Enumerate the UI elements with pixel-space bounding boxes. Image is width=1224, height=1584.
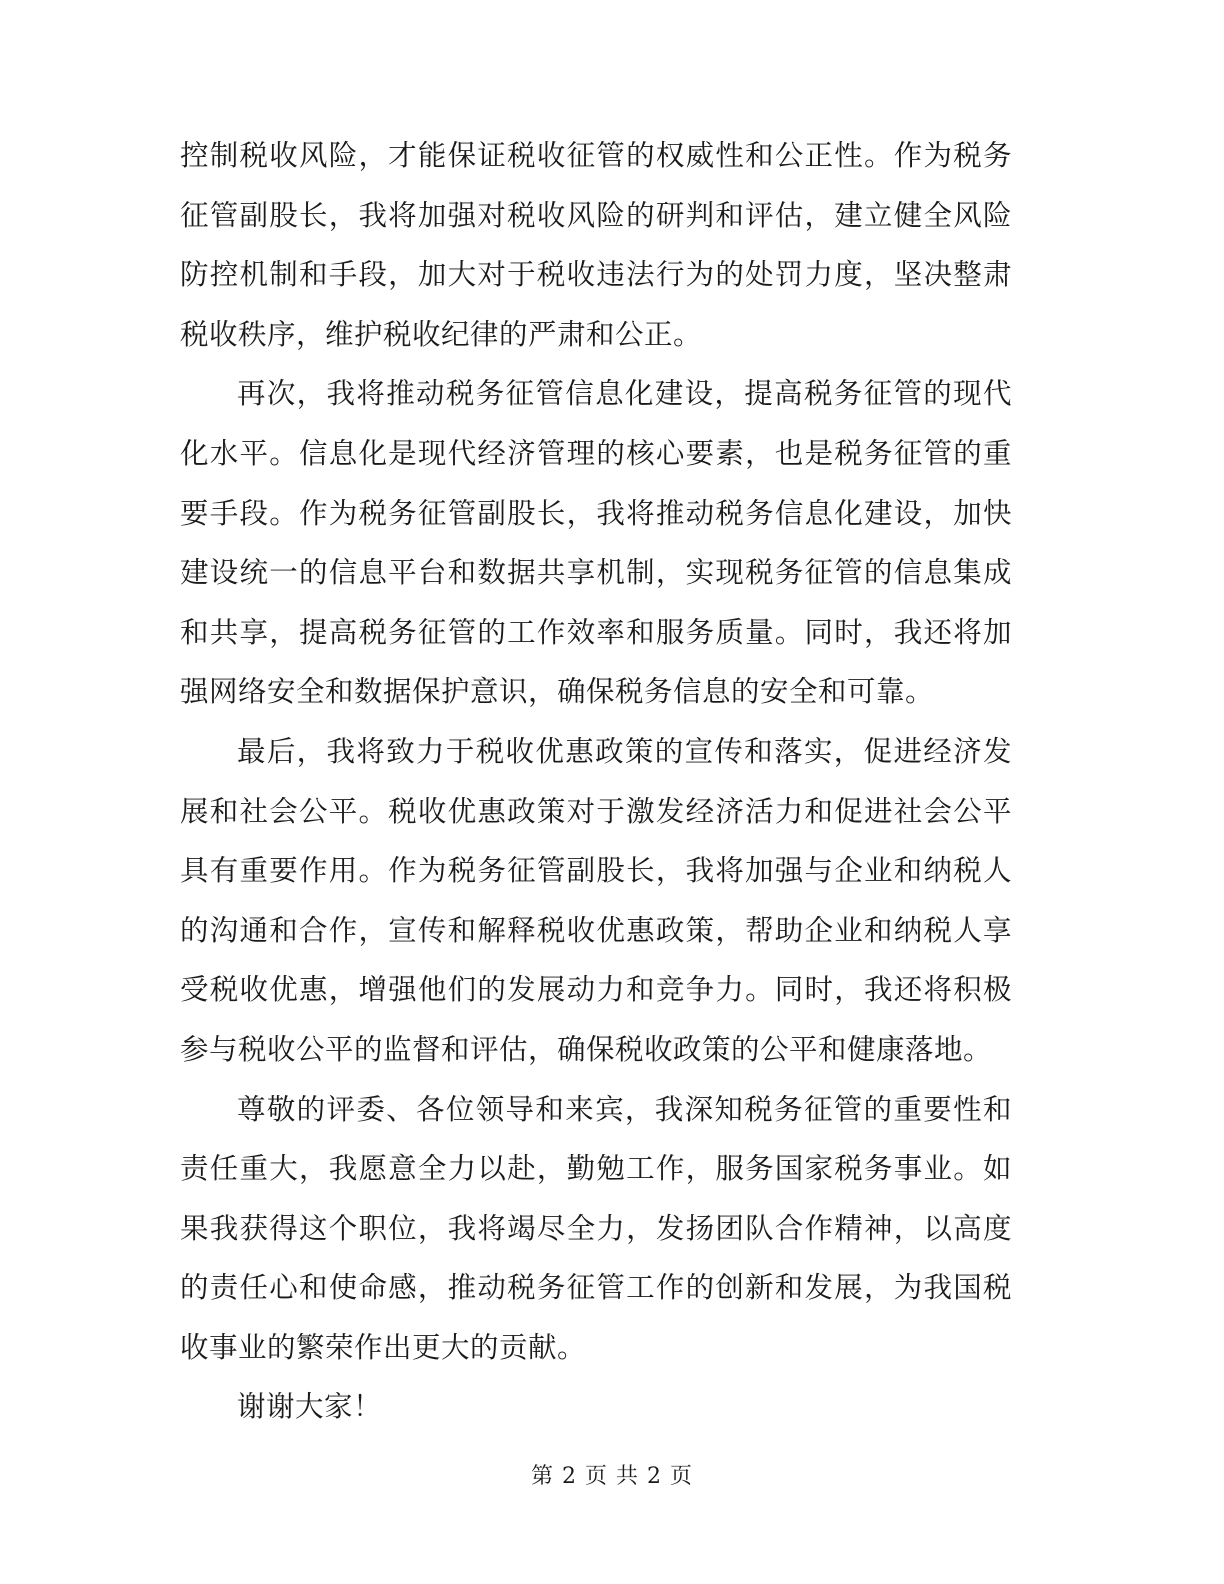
paragraph-5: 谢谢大家！: [237, 1390, 383, 1424]
paragraph-3: 最后，我将致力于税收优惠政策的宣传和落实，促进经济发展和社会公平。税收优惠政策对于激发经济活力和促进社会公平具有重要作用。作为税务征管副股长，我将加强与企业和纳税人的沟通和合作，宣传和解释税收优惠政策，帮助企业和纳税人享受税收优惠，增强他们的发展动力和竞争力。同时，我还将积极参与税收公平的监督和评估，确保税收政策的公平和健康落地。: [180, 734, 1012, 1066]
paragraph-1: 控制税收风险，才能保证税收征管的权威性和公正性。作为税务征管副股长，我将加强对税收风险的研判和评估，建立健全风险防控机制和手段，加大对于税收违法行为的处罚力度，坚决整肃税收秩序，维护税收纪律的严肃和公正。: [180, 139, 1012, 351]
paragraph-2: 再次，我将推动税务征管信息化建设，提高税务征管的现代化水平。信息化是现代经济管理的核心要素，也是税务征管的重要手段。作为税务征管副股长，我将推动税务信息化建设，加快建设统一的信息平台和数据共享机制，实现税务征管的信息集成和共享，提高税务征管的工作效率和服务质量。同时，我还将加强网络安全和数据保护意识，确保税务信息的安全和可靠。: [180, 377, 1012, 709]
document-body: [180, 126, 1012, 1437]
page-footer: [0, 1460, 1224, 1494]
page-number-label: 第 2 页 共 2 页: [531, 1464, 693, 1489]
paragraph-4: 尊敬的评委、各位领导和来宾，我深知税务征管的重要性和责任重大，我愿意全力以赴，勤勉工作，服务国家税务事业。如果我获得这个职位，我将竭尽全力，发扬团队合作精神，以高度的责任心和使命感，推动税务征管工作的创新和发展，为我国税收事业的繁荣作出更大的贡献。: [180, 1092, 1012, 1364]
